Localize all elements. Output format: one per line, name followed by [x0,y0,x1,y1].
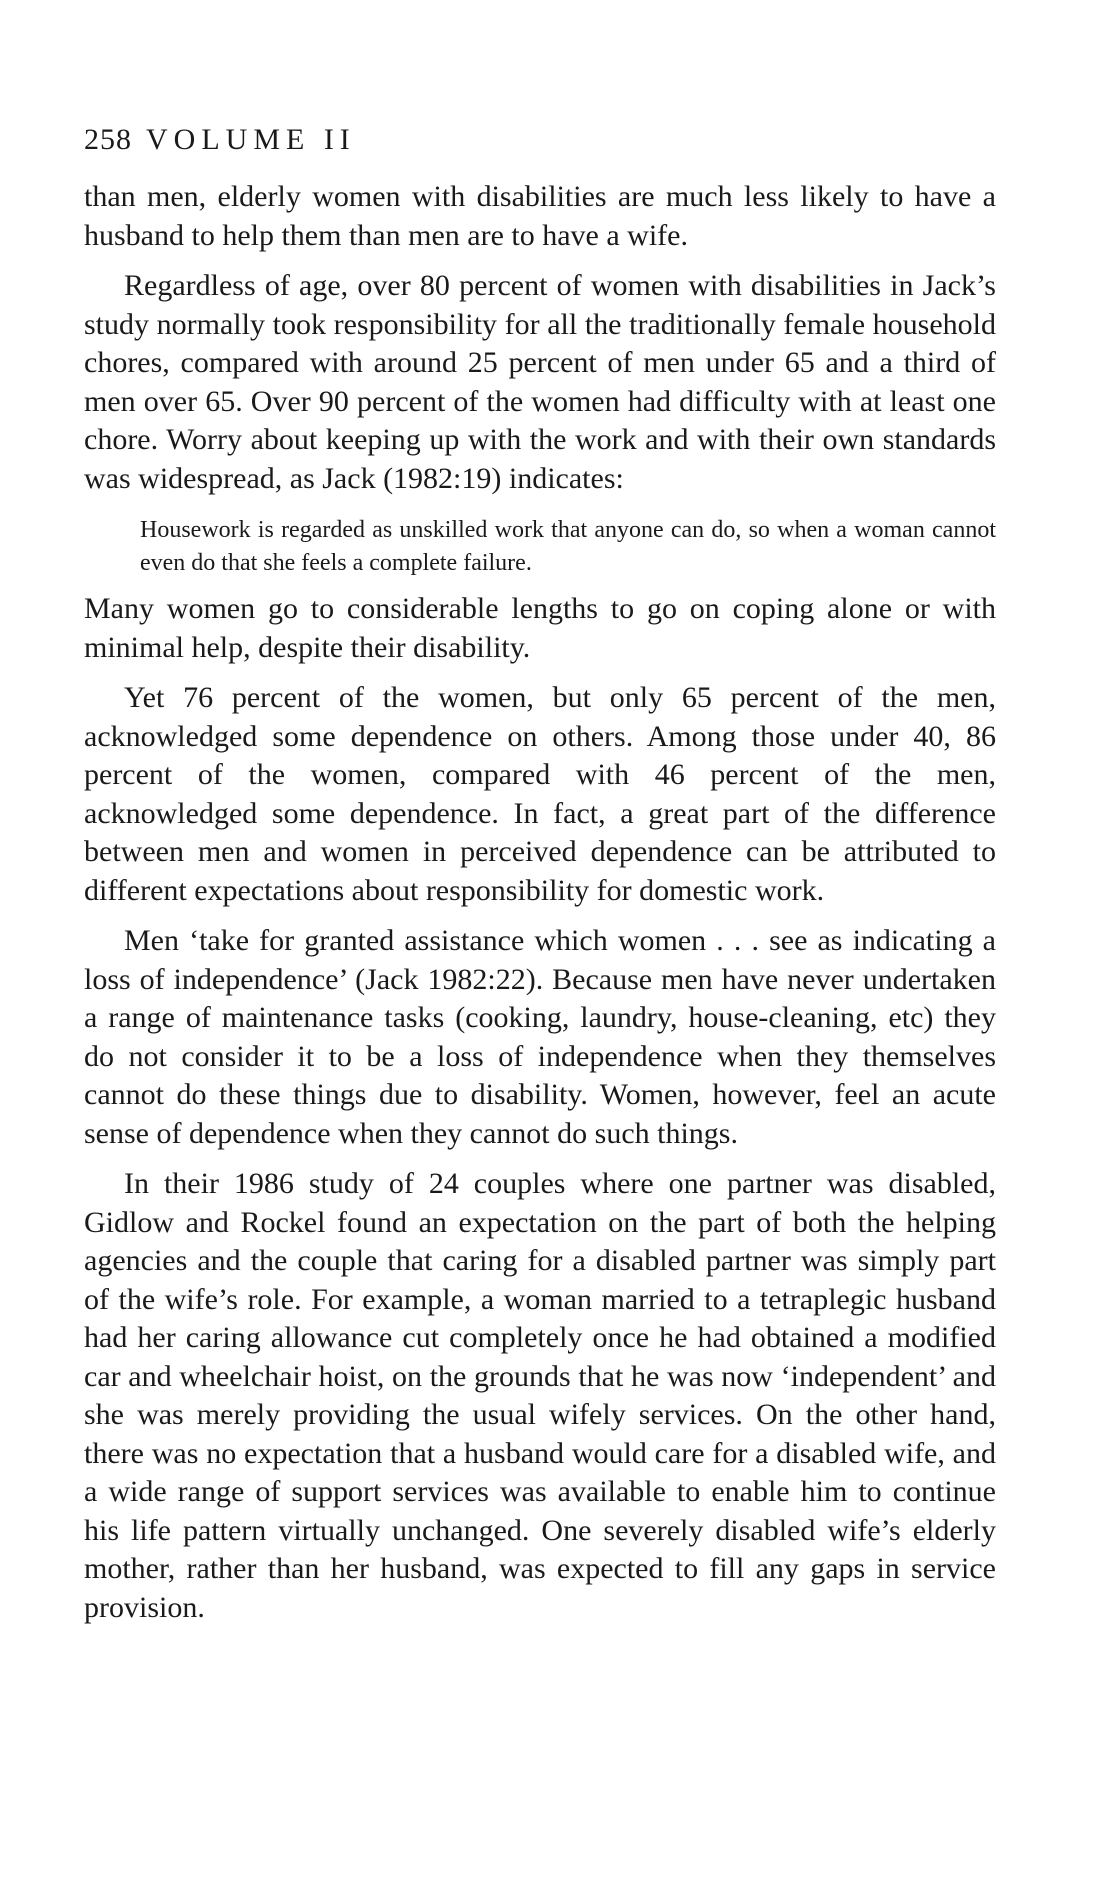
paragraph-coping-alone: Many women go to considerable lengths to go on coping alone or with minimal help, despite their disability. [84,592,996,664]
book-page [84,120,996,1627]
paragraph-dependence-stats: Yet 76 percent of the women, but only 65 percent of the men, acknowledged some dependence on others. Among those under 40, 86 percent of the women, compared with 46 percent of the men, acknowledged some dependence. In fact, a great part of the difference between men and women in perceived dependence can be attributed to different expectations about responsibility for domestic work. [84,681,996,907]
paragraph-gidlow-rockel-study: In their 1986 study of 24 couples where one partner was disabled, Gidlow and Rockel found an expectation on the part of both the helping agencies and the couple that caring for a disabled partner was simply part of the wife’s role. For example, a woman married to a tetraplegic husband had her caring allowance cut completely once he had obtained a modified car and wheelchair hoist, on the grounds that he was now ‘independent’ and she was merely providing the usual wifely services. On the other hand, there was no expectation that a husband would care for a disabled wife, and a wide range of support services was available to enable him to continue his life pattern virtually unchanged. One severely disabled wife’s elderly mother, rather than her husband, was expected to fill any gaps in service provision. [84,1167,996,1624]
block-quote: Housework is regarded as unskilled work that anyone can do, so when a woman cannot even do that she feels a complete failure. [140,517,996,576]
page-number: 258 [84,123,132,156]
volume-label: VOLUME II [146,123,356,156]
paragraph-continued: than men, elderly women with disabilities are much less likely to have a husband to help them than men are to have a wife. [84,180,996,252]
running-head [84,120,996,160]
paragraph-household-chores: Regardless of age, over 80 percent of women with disabilities in Jack’s study normally took responsibility for all the traditionally female household chores, compared with around 25 percent of men under 65 and a third of men over 65. Over 90 percent of the women had difficulty with at least one chore. Worry about keeping up with the work and with their own standards was widespread, as Jack (1982:19) indicates: [84,269,996,495]
paragraph-men-assistance: Men ‘take for granted assistance which women . . . see as indicating a loss of independence’ (Jack 1982:22). Because men have never undertaken a range of maintenance tasks (cooking, laundry, house-cleaning, etc) they do not consider it to be a loss of independence when they themselves cannot do these things due to disability. Women, however, feel an acute sense of dependence when they cannot do such things. [84,924,996,1150]
